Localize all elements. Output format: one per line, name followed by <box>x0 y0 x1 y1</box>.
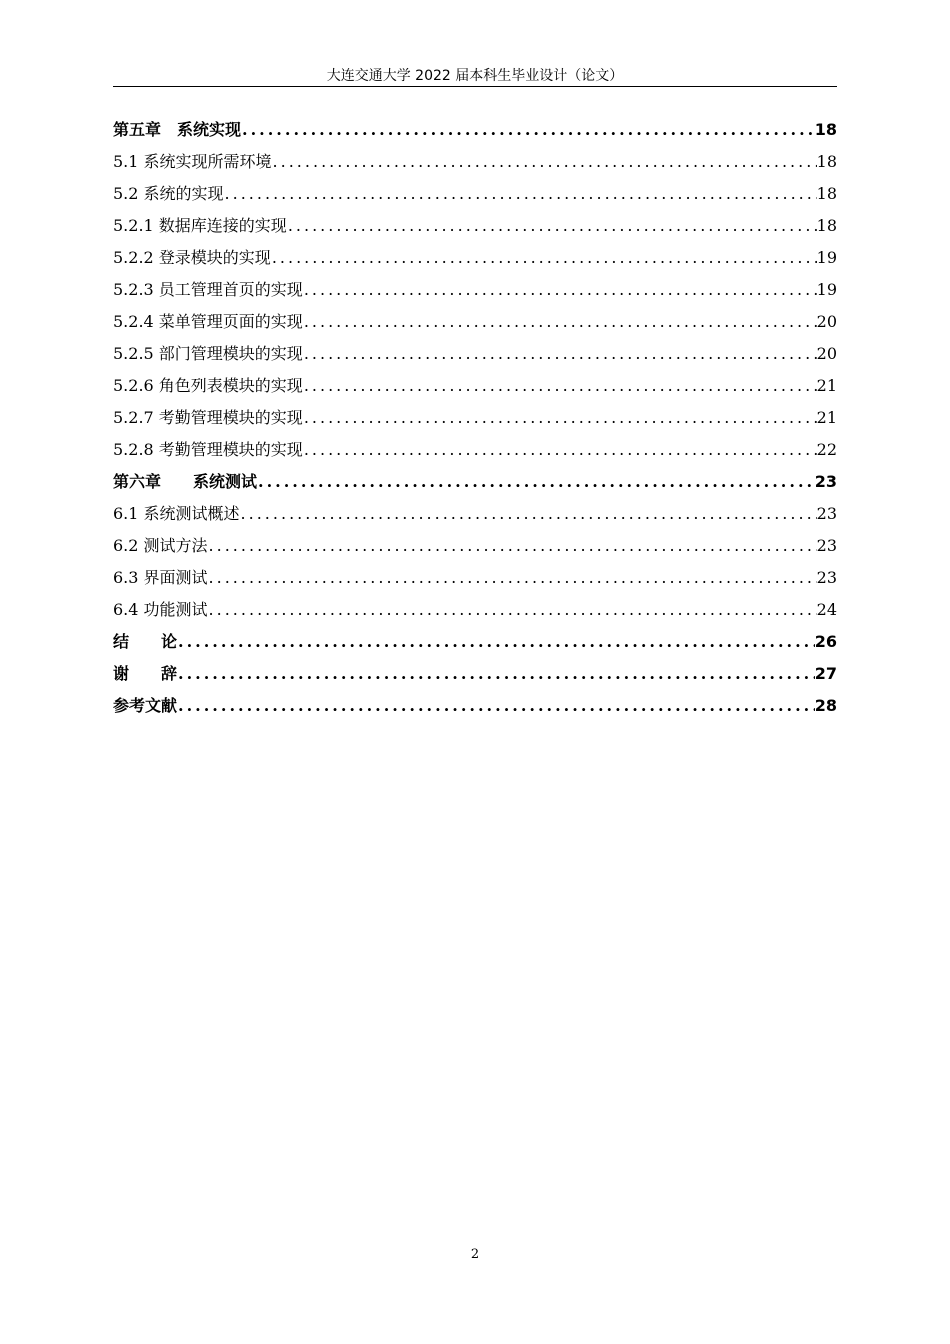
toc-entry-page: 18 <box>814 120 837 139</box>
toc-entry[interactable] <box>113 146 837 178</box>
toc-entry-title: 第五章 系统实现 <box>113 120 242 139</box>
toc-dot-leader <box>303 274 817 306</box>
toc-entry[interactable] <box>113 434 837 466</box>
toc-dot-leader <box>240 498 817 530</box>
toc-entry-page: 23 <box>816 504 837 523</box>
toc-entry[interactable] <box>113 466 837 498</box>
page-number: 2 <box>470 1247 480 1262</box>
toc-entry-title: 5.2 系统的实现 <box>113 184 224 203</box>
toc-entry[interactable] <box>113 370 837 402</box>
toc-entry-page: 21 <box>816 376 837 395</box>
toc-entry[interactable] <box>113 530 837 562</box>
toc-entry[interactable] <box>113 658 837 690</box>
toc-entry-title: 谢 辞 <box>113 664 178 683</box>
toc-entry[interactable] <box>113 210 837 242</box>
toc-entry-title: 5.2.3 员工管理首页的实现 <box>113 280 303 299</box>
toc-dot-leader <box>257 466 815 498</box>
toc-dot-leader <box>303 370 817 402</box>
toc-entry-title: 6.3 界面测试 <box>113 568 208 587</box>
toc-dot-leader <box>177 690 815 722</box>
toc-entry[interactable] <box>113 114 837 146</box>
toc-entry[interactable] <box>113 626 837 658</box>
toc-entry-page: 23 <box>816 536 837 555</box>
toc-entry[interactable] <box>113 338 837 370</box>
toc-entry[interactable] <box>113 178 837 210</box>
toc-dot-leader <box>208 562 817 594</box>
table-of-contents <box>113 114 837 722</box>
toc-entry-title: 6.4 功能测试 <box>113 600 208 619</box>
toc-dot-leader <box>224 178 817 210</box>
toc-entry-page: 23 <box>814 472 837 491</box>
toc-dot-leader <box>287 210 817 242</box>
toc-entry[interactable] <box>113 690 837 722</box>
toc-entry-title: 参考文献 <box>113 696 178 715</box>
toc-entry-title: 5.1 系统实现所需环境 <box>113 152 272 171</box>
toc-entry-page: 20 <box>816 344 837 363</box>
toc-dot-leader <box>177 626 815 658</box>
toc-entry-page: 19 <box>816 280 837 299</box>
toc-entry-title: 5.2.2 登录模块的实现 <box>113 248 271 267</box>
toc-dot-leader <box>303 306 817 338</box>
toc-dot-leader <box>177 658 815 690</box>
toc-entry-page: 27 <box>814 664 837 683</box>
toc-entry[interactable] <box>113 498 837 530</box>
toc-entry-page: 22 <box>816 440 837 459</box>
toc-dot-leader <box>303 434 817 466</box>
toc-entry[interactable] <box>113 242 837 274</box>
toc-entry-title: 5.2.7 考勤管理模块的实现 <box>113 408 303 427</box>
page-header: 大连交通大学 2022 届本科生毕业设计（论文） <box>326 68 624 84</box>
toc-entry-title: 5.2.4 菜单管理页面的实现 <box>113 312 303 331</box>
toc-entry[interactable] <box>113 402 837 434</box>
toc-entry[interactable] <box>113 594 837 626</box>
toc-entry-page: 21 <box>816 408 837 427</box>
toc-entry-page: 28 <box>814 696 837 715</box>
toc-entry-page: 23 <box>816 568 837 587</box>
toc-dot-leader <box>271 242 817 274</box>
toc-dot-leader <box>303 402 817 434</box>
toc-entry-title: 5.2.5 部门管理模块的实现 <box>113 344 303 363</box>
toc-entry[interactable] <box>113 274 837 306</box>
toc-entry-title: 5.2.1 数据库连接的实现 <box>113 216 287 235</box>
toc-entry-page: 18 <box>816 152 837 171</box>
toc-dot-leader <box>208 530 817 562</box>
toc-entry-page: 20 <box>816 312 837 331</box>
toc-entry-title: 6.1 系统测试概述 <box>113 504 240 523</box>
toc-dot-leader <box>241 114 815 146</box>
toc-entry-title: 5.2.8 考勤管理模块的实现 <box>113 440 303 459</box>
toc-entry-page: 19 <box>816 248 837 267</box>
toc-dot-leader <box>272 146 817 178</box>
toc-entry-page: 18 <box>816 216 837 235</box>
toc-entry[interactable] <box>113 306 837 338</box>
toc-entry-page: 18 <box>816 184 837 203</box>
toc-entry-title: 结 论 <box>113 632 178 651</box>
toc-dot-leader <box>303 338 817 370</box>
toc-entry-title: 5.2.6 角色列表模块的实现 <box>113 376 303 395</box>
toc-entry-page: 26 <box>814 632 837 651</box>
toc-entry[interactable] <box>113 562 837 594</box>
toc-entry-title: 第六章 系统测试 <box>113 472 258 491</box>
toc-dot-leader <box>208 594 817 626</box>
toc-entry-title: 6.2 测试方法 <box>113 536 208 555</box>
toc-entry-page: 24 <box>816 600 837 619</box>
header-rule <box>113 86 837 87</box>
